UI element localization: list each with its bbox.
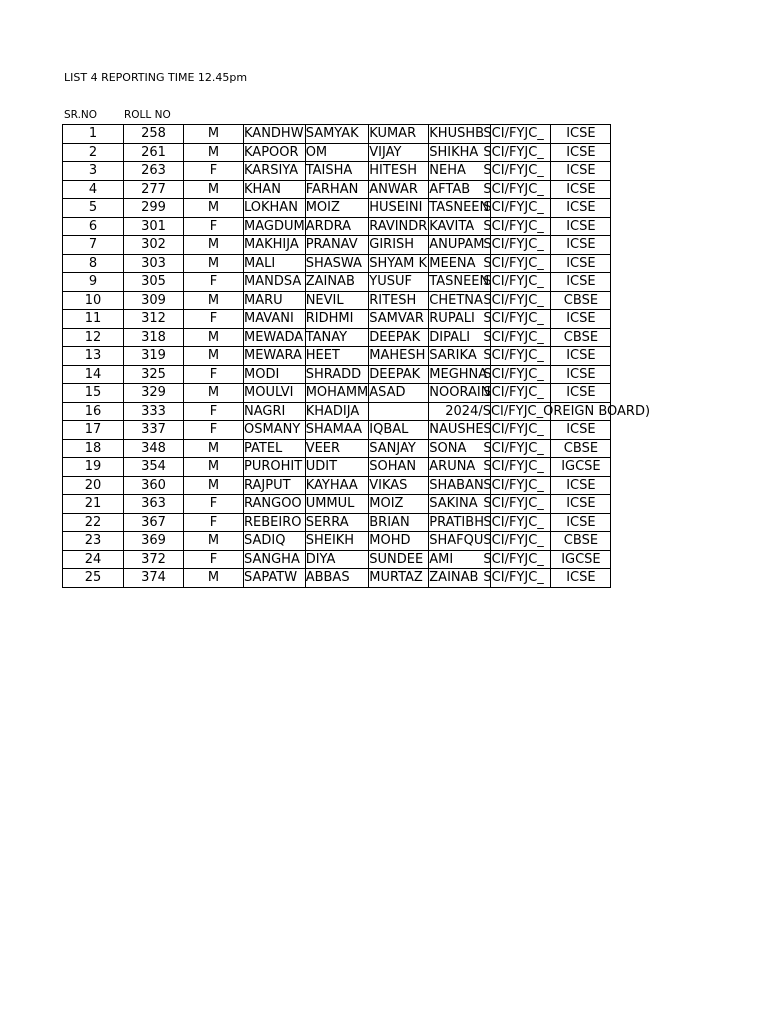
cell-roll-no: 318	[124, 328, 184, 347]
cell-surname: RANGOO	[244, 495, 306, 514]
cell-mother-name: NOORAIN	[429, 385, 491, 401]
cell-stream: SCI/FYJC_	[491, 217, 551, 236]
cell-surname: OSMANY	[244, 421, 306, 440]
cell-sr-no: 24	[63, 550, 124, 569]
table-row	[63, 310, 611, 329]
cell-mother-name: MEGHNA	[429, 365, 491, 384]
cell-roll-no: 367	[124, 513, 184, 532]
cell-father-name: MAHESH	[369, 347, 429, 366]
cell-gender: M	[184, 569, 244, 588]
cell-gender: F	[184, 217, 244, 236]
table-row	[63, 365, 611, 384]
cell-gender: M	[184, 236, 244, 255]
cell-mother-name: ANUPAM	[429, 236, 491, 255]
cell-mother-name: SHIKHA	[429, 143, 491, 162]
cell-father-name: MURTAZ	[369, 569, 429, 588]
cell-surname: RAJPUT	[244, 476, 306, 495]
cell-sr-no: 18	[63, 439, 124, 458]
cell-gender: F	[184, 162, 244, 181]
cell-board: ICSE	[551, 310, 611, 329]
cell-first-name: TAISHA	[305, 162, 369, 181]
cell-first-name: OM	[305, 143, 369, 162]
cell-roll-no: 303	[124, 254, 184, 273]
cell-board: ICSE	[551, 199, 611, 218]
cell-first-name: TANAY	[305, 328, 369, 347]
cell-stream: SCI/FYJC_	[491, 365, 551, 384]
cell-sr-no: 9	[63, 273, 124, 292]
cell-mother-name: PRATIBH	[429, 513, 491, 532]
cell-overflow-text: 2024/SCI/FYJC_OREIGN BOARD)	[445, 403, 651, 419]
cell-father-name: SANJAY	[369, 439, 429, 458]
cell-father-name: GIRISH	[369, 236, 429, 255]
cell-mother-name: SARIKA	[429, 347, 491, 366]
cell-roll-no: 360	[124, 476, 184, 495]
cell-stream: SCI/FYJC_	[491, 310, 551, 329]
cell-father-name: DEEPAK	[369, 365, 429, 384]
cell-sr-no: 19	[63, 458, 124, 477]
cell-father-name: YUSUF	[369, 273, 429, 292]
cell-roll-no: 309	[124, 291, 184, 310]
cell-gender: M	[184, 199, 244, 218]
cell-roll-no: 319	[124, 347, 184, 366]
cell-roll-no: 329	[124, 384, 184, 403]
cell-first-name: SHRADD	[305, 365, 369, 384]
cell-father-name: SOHAN	[369, 458, 429, 477]
cell-gender: F	[184, 365, 244, 384]
cell-mother-name: AMI	[429, 550, 491, 569]
table-row	[63, 254, 611, 273]
cell-surname: MODI	[244, 365, 306, 384]
cell-roll-no: 374	[124, 569, 184, 588]
cell-father-name: SAMVAR	[369, 310, 429, 329]
cell-mother-name: MEENA	[429, 254, 491, 273]
cell-father-name: ASAD	[369, 384, 429, 403]
cell-sr-no: 1	[63, 125, 124, 144]
cell-board: IGCSE	[551, 550, 611, 569]
cell-first-name: MOHAMM	[305, 385, 369, 401]
cell-gender: F	[184, 402, 244, 421]
cell-stream: SCI/FYJC_	[491, 384, 551, 403]
table-row	[63, 402, 611, 421]
cell-surname: NAGRI	[244, 402, 306, 421]
cell-first-name: SHAMAA	[305, 421, 369, 440]
cell-surname: LOKHAN	[244, 199, 306, 218]
cell-board: ICSE	[551, 347, 611, 366]
cell-surname: KHAN	[244, 180, 306, 199]
cell-surname: SAPATW	[244, 569, 306, 588]
cell-first-name: UMMUL	[305, 495, 369, 514]
cell-surname: MAGDUM	[244, 218, 305, 234]
cell-first-name: RIDHMI	[305, 310, 369, 329]
cell-board: ICSE	[551, 513, 611, 532]
cell-mother-name: SHABAN	[429, 476, 491, 495]
table-row	[63, 236, 611, 255]
cell-roll-no: 354	[124, 458, 184, 477]
table-row	[63, 162, 611, 181]
table-row	[63, 328, 611, 347]
cell-mother-name: NEHA	[429, 162, 491, 181]
cell-board: ICSE	[551, 143, 611, 162]
cell-stream: SCI/FYJC_	[491, 180, 551, 199]
cell-surname: MAVANI	[244, 310, 306, 329]
cell-sr-no: 17	[63, 421, 124, 440]
table-row	[63, 439, 611, 458]
cell-father-name: MOHD	[369, 532, 429, 551]
cell-roll-no: 301	[124, 217, 184, 236]
cell-first-name: FARHAN	[305, 180, 369, 199]
cell-sr-no: 20	[63, 476, 124, 495]
cell-board: ICSE	[551, 384, 611, 403]
cell-surname: SADIQ	[244, 532, 306, 551]
cell-stream: SCI/FYJC_	[491, 143, 551, 162]
cell-first-name: ZAINAB	[305, 273, 369, 292]
cell-gender: F	[184, 550, 244, 569]
cell-roll-no: 261	[124, 143, 184, 162]
cell-surname: PUROHIT	[244, 458, 306, 477]
cell-mother-name	[429, 402, 651, 421]
cell-board: ICSE	[551, 236, 611, 255]
cell-gender: M	[184, 384, 244, 403]
cell-surname: MAKHIJA	[244, 236, 306, 255]
cell-stream: SCI/FYJC_	[491, 273, 551, 292]
cell-gender: M	[184, 143, 244, 162]
cell-stream: SCI/FYJC_	[491, 199, 551, 218]
cell-stream: SCI/FYJC_	[491, 476, 551, 495]
cell-gender: M	[184, 439, 244, 458]
cell-mother-name: RUPALI	[429, 310, 491, 329]
cell-father-name: MOIZ	[369, 495, 429, 514]
cell-stream: SCI/FYJC_	[491, 162, 551, 181]
cell-stream: SCI/FYJC_	[491, 569, 551, 588]
cell-stream: SCI/FYJC_	[491, 291, 551, 310]
cell-gender: M	[184, 254, 244, 273]
cell-surname: REBEIRO	[244, 513, 306, 532]
table-row	[63, 550, 611, 569]
cell-gender: M	[184, 458, 244, 477]
cell-father-name: IQBAL	[369, 421, 429, 440]
cell-father-name: VIKAS	[369, 476, 429, 495]
cell-board: ICSE	[551, 569, 611, 588]
cell-sr-no: 8	[63, 254, 124, 273]
cell-roll-no: 363	[124, 495, 184, 514]
table-row	[63, 513, 611, 532]
cell-board: ICSE	[551, 273, 611, 292]
cell-sr-no: 15	[63, 384, 124, 403]
cell-mother-name: ARUNA	[429, 458, 491, 477]
cell-mother-name: SHAFQU	[429, 532, 491, 551]
cell-sr-no: 21	[63, 495, 124, 514]
cell-sr-no: 11	[63, 310, 124, 329]
cell-surname: MEWADA	[244, 328, 306, 347]
cell-roll-no: 277	[124, 180, 184, 199]
cell-father-name: HUSEINI	[369, 199, 429, 218]
cell-stream: SCI/FYJC_	[491, 125, 551, 144]
cell-first-name: DIYA	[305, 550, 369, 569]
table-row	[63, 458, 611, 477]
cell-mother-name: TASNEEN	[429, 274, 490, 290]
cell-gender: M	[184, 476, 244, 495]
cell-mother-name: KHUSHB	[429, 125, 491, 144]
cell-mother-name: DIPALI	[429, 328, 491, 347]
cell-gender: F	[184, 513, 244, 532]
cell-gender: M	[184, 532, 244, 551]
cell-board: ICSE	[551, 365, 611, 384]
student-table	[62, 124, 651, 588]
cell-surname: KARSIYA	[244, 162, 306, 181]
cell-roll-no: 372	[124, 550, 184, 569]
cell-first-name: SERRA	[305, 513, 369, 532]
cell-board: ICSE	[551, 421, 611, 440]
cell-first-name: HEET	[305, 347, 369, 366]
cell-father-name: DEEPAK	[369, 328, 429, 347]
cell-surname: PATEL	[244, 439, 306, 458]
cell-gender: F	[184, 421, 244, 440]
cell-gender: F	[184, 495, 244, 514]
cell-stream: SCI/FYJC_	[491, 421, 551, 440]
cell-gender: M	[184, 291, 244, 310]
cell-roll-no: 325	[124, 365, 184, 384]
cell-roll-no: 333	[124, 402, 184, 421]
cell-stream: SCI/FYJC_	[491, 458, 551, 477]
cell-roll-no: 305	[124, 273, 184, 292]
cell-sr-no: 22	[63, 513, 124, 532]
cell-father-name: HITESH	[369, 162, 429, 181]
header-sr-no: SR.NO	[64, 109, 98, 121]
cell-board: IGCSE	[551, 458, 611, 477]
cell-sr-no: 25	[63, 569, 124, 588]
cell-gender: M	[184, 347, 244, 366]
cell-surname: KANDHW	[244, 126, 304, 142]
cell-father-name: KUMAR	[369, 125, 429, 144]
cell-first-name: ABBAS	[305, 569, 369, 588]
cell-gender: F	[184, 310, 244, 329]
table-row	[63, 273, 611, 292]
table-row	[63, 476, 611, 495]
cell-board: ICSE	[551, 495, 611, 514]
cell-stream: SCI/FYJC_	[491, 328, 551, 347]
cell-first-name: SHASWA	[305, 254, 369, 273]
table-row	[63, 347, 611, 366]
cell-roll-no: 348	[124, 439, 184, 458]
cell-father-name: RAVINDR	[369, 218, 428, 234]
cell-mother-name: ZAINAB	[429, 569, 491, 588]
cell-board: ICSE	[551, 217, 611, 236]
cell-sr-no: 23	[63, 532, 124, 551]
cell-mother-name: SAKINA	[429, 495, 491, 514]
cell-surname: MANDSA	[244, 273, 306, 292]
cell-sr-no: 5	[63, 199, 124, 218]
table-row	[63, 532, 611, 551]
cell-first-name: SAMYAK	[305, 125, 369, 144]
cell-roll-no: 369	[124, 532, 184, 551]
cell-surname: SANGHA	[244, 550, 306, 569]
cell-board: ICSE	[551, 476, 611, 495]
cell-mother-name: KAVITA	[429, 217, 491, 236]
cell-sr-no: 6	[63, 217, 124, 236]
cell-first-name: KAYHAA	[305, 476, 369, 495]
table-row	[63, 125, 611, 144]
cell-gender: F	[184, 273, 244, 292]
table-row	[63, 495, 611, 514]
cell-roll-no: 312	[124, 310, 184, 329]
cell-board: CBSE	[551, 291, 611, 310]
cell-first-name: ARDRA	[305, 217, 369, 236]
cell-father-name	[369, 402, 429, 421]
cell-roll-no: 299	[124, 199, 184, 218]
cell-board: ICSE	[551, 162, 611, 181]
cell-stream: SCI/FYJC_	[491, 254, 551, 273]
cell-first-name: MOIZ	[305, 199, 369, 218]
cell-sr-no: 2	[63, 143, 124, 162]
cell-surname: MOULVI	[244, 384, 306, 403]
cell-father-name: VIJAY	[369, 143, 429, 162]
cell-mother-name: NAUSHE	[429, 421, 491, 440]
cell-father-name: BRIAN	[369, 513, 429, 532]
cell-roll-no: 258	[124, 125, 184, 144]
cell-roll-no: 263	[124, 162, 184, 181]
cell-surname: MEWARA	[244, 347, 306, 366]
cell-stream: SCI/FYJC_	[491, 439, 551, 458]
cell-first-name: UDIT	[305, 458, 369, 477]
cell-mother-name: TASNEEN	[429, 200, 490, 216]
cell-first-name: NEVIL	[305, 291, 369, 310]
cell-board: CBSE	[551, 439, 611, 458]
cell-gender: M	[184, 328, 244, 347]
cell-board: ICSE	[551, 180, 611, 199]
cell-first-name: PRANAV	[305, 236, 369, 255]
cell-sr-no: 14	[63, 365, 124, 384]
cell-sr-no: 16	[63, 402, 124, 421]
cell-sr-no: 7	[63, 236, 124, 255]
cell-surname: MALI	[244, 254, 306, 273]
cell-stream: SCI/FYJC_	[491, 495, 551, 514]
table-row	[63, 291, 611, 310]
cell-board: ICSE	[551, 254, 611, 273]
sheet-title: LIST 4 REPORTING TIME 12.45pm	[64, 71, 248, 84]
cell-father-name: SHYAM K	[369, 255, 427, 271]
cell-stream: SCI/FYJC_	[491, 513, 551, 532]
cell-mother-name: AFTAB	[429, 180, 491, 199]
cell-sr-no: 12	[63, 328, 124, 347]
cell-board: CBSE	[551, 328, 611, 347]
cell-first-name: SHEIKH	[305, 532, 369, 551]
cell-first-name: KHADIJA	[305, 402, 369, 421]
cell-sr-no: 10	[63, 291, 124, 310]
cell-sr-no: 3	[63, 162, 124, 181]
cell-board: CBSE	[551, 532, 611, 551]
cell-mother-name: CHETNA	[429, 291, 491, 310]
cell-board: ICSE	[551, 125, 611, 144]
cell-sr-no: 13	[63, 347, 124, 366]
table-row	[63, 180, 611, 199]
cell-mother-name: SONA	[429, 439, 491, 458]
table-row	[63, 217, 611, 236]
cell-roll-no: 302	[124, 236, 184, 255]
cell-surname: KAPOOR	[244, 143, 306, 162]
header-roll-no: ROLL NO	[124, 109, 171, 121]
cell-father-name: RITESH	[369, 291, 429, 310]
cell-gender: M	[184, 180, 244, 199]
cell-roll-no: 337	[124, 421, 184, 440]
table-row	[63, 199, 611, 218]
cell-gender: M	[184, 125, 244, 144]
table-row	[63, 384, 611, 403]
cell-stream: SCI/FYJC_	[491, 550, 551, 569]
cell-stream: SCI/FYJC_	[491, 347, 551, 366]
cell-sr-no: 4	[63, 180, 124, 199]
table-row	[63, 421, 611, 440]
cell-surname: MARU	[244, 291, 306, 310]
table-row	[63, 143, 611, 162]
cell-father-name: SUNDEE	[369, 550, 429, 569]
cell-first-name: VEER	[305, 439, 369, 458]
table-row	[63, 569, 611, 588]
cell-stream: SCI/FYJC_	[491, 532, 551, 551]
cell-father-name: ANWAR	[369, 180, 429, 199]
cell-stream: SCI/FYJC_	[491, 236, 551, 255]
